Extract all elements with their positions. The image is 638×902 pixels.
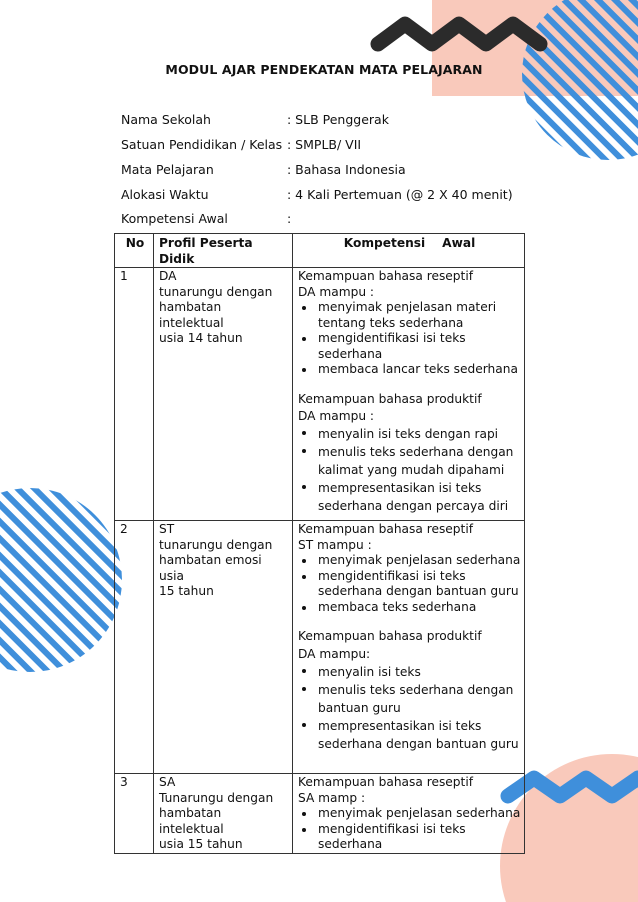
list-item: mengidentifikasi isi teks sederhana (318, 331, 521, 362)
header-no: No (115, 234, 154, 268)
striped-circle-left (0, 488, 122, 672)
profil-line: usia 14 tahun (159, 331, 243, 345)
produktif-heading: Kemampuan bahasa produktif (298, 391, 482, 406)
reseptif-list (298, 806, 521, 853)
profil-line: Tunarungu dengan (159, 790, 274, 805)
row-number: 3 (115, 774, 154, 854)
list-item: menyimak penjelasan materi tentang teks sederhana (318, 300, 521, 331)
table-header-row (115, 234, 525, 268)
profil-line: ST (159, 522, 175, 536)
reseptif-mampu: ST mampu : (298, 537, 372, 552)
list-item: menyalin isi teks dengan rapi (318, 425, 521, 443)
profil-line: tunarungu dengan (159, 284, 273, 299)
info-value: : 4 Kali Pertemuan (@ 2 X 40 menit) (287, 187, 513, 202)
header-profil: Profil Peserta Didik (154, 234, 293, 268)
row-number: 2 (115, 521, 154, 774)
kompetensi-cell (293, 774, 525, 854)
produktif-heading: Kemampuan bahasa produktif (298, 629, 482, 643)
list-item: mengidentifikasi isi teks sederhana (318, 822, 521, 853)
list-item: membaca lancar teks sederhana (318, 362, 521, 378)
info-value: : Bahasa Indonesia (287, 162, 406, 177)
profil-line: SA (159, 775, 176, 789)
produktif-list (298, 425, 521, 515)
list-item: menyalin isi teks (318, 663, 521, 681)
info-label: Kompetensi Awal (121, 211, 228, 226)
list-item: menulis teks sederhana dengan bantuan guru (318, 681, 521, 717)
profil-cell (154, 521, 293, 774)
list-item: mengidentifikasi isi teks sederhana dengan bantuan guru (318, 569, 521, 600)
kompetensi-table (114, 233, 525, 854)
reseptif-list (298, 300, 521, 378)
reseptif-heading: Kemampuan bahasa reseptif (298, 522, 473, 536)
document-title: MODUL AJAR PENDEKATAN MATA PELAJARAN (165, 62, 483, 77)
reseptif-heading: Kemampuan bahasa reseptif (298, 269, 473, 283)
profil-line: hambatan intelektual (159, 806, 224, 836)
list-item: menyimak penjelasan sederhana (318, 806, 521, 820)
list-item: mempresentasikan isi teks sederhana dengan bantuan guru (318, 717, 521, 753)
profil-line: hambatan emosi usia (159, 553, 262, 583)
header-kompetensi-text: Kompetensi Awal (343, 236, 476, 250)
profil-line: tunarungu dengan (159, 537, 273, 552)
table-row (115, 774, 525, 854)
profil-cell (154, 774, 293, 854)
info-label: Satuan Pendidikan / Kelas (121, 137, 283, 152)
table-row (115, 268, 525, 521)
info-value: : SLB Penggerak (287, 112, 389, 127)
list-item: mempresentasikan isi teks sederhana dengan percaya diri (318, 479, 521, 515)
striped-circle-top-right (522, 0, 638, 160)
row-number: 1 (115, 268, 154, 521)
reseptif-heading: Kemampuan bahasa reseptif (298, 775, 473, 789)
list-item: menulis teks sederhana dengan kalimat yang mudah dipahami (318, 443, 521, 479)
profil-cell (154, 268, 293, 521)
profil-line: DA (159, 269, 177, 283)
profil-line: usia 15 tahun (159, 837, 243, 851)
info-label: Mata Pelajaran (121, 162, 214, 177)
header-kompetensi (293, 234, 525, 268)
reseptif-mampu: DA mampu : (298, 284, 375, 299)
info-label: Nama Sekolah (121, 112, 211, 127)
reseptif-mampu: SA mamp : (298, 790, 366, 805)
info-value: : SMPLB/ VII (287, 137, 362, 152)
profil-line: hambatan intelektual (159, 300, 224, 330)
list-item: membaca teks sederhana (318, 600, 521, 616)
produktif-mampu: DA mampu: (298, 646, 371, 661)
table-row (115, 521, 525, 774)
info-label: Alokasi Waktu (121, 187, 209, 202)
profil-line: 15 tahun (159, 584, 214, 598)
info-value: : (287, 211, 292, 226)
kompetensi-cell (293, 268, 525, 521)
produktif-list (298, 663, 521, 753)
list-item: menyimak penjelasan sederhana (318, 553, 521, 567)
reseptif-list (298, 553, 521, 615)
kompetensi-cell (293, 521, 525, 774)
produktif-mampu: DA mampu : (298, 409, 375, 423)
